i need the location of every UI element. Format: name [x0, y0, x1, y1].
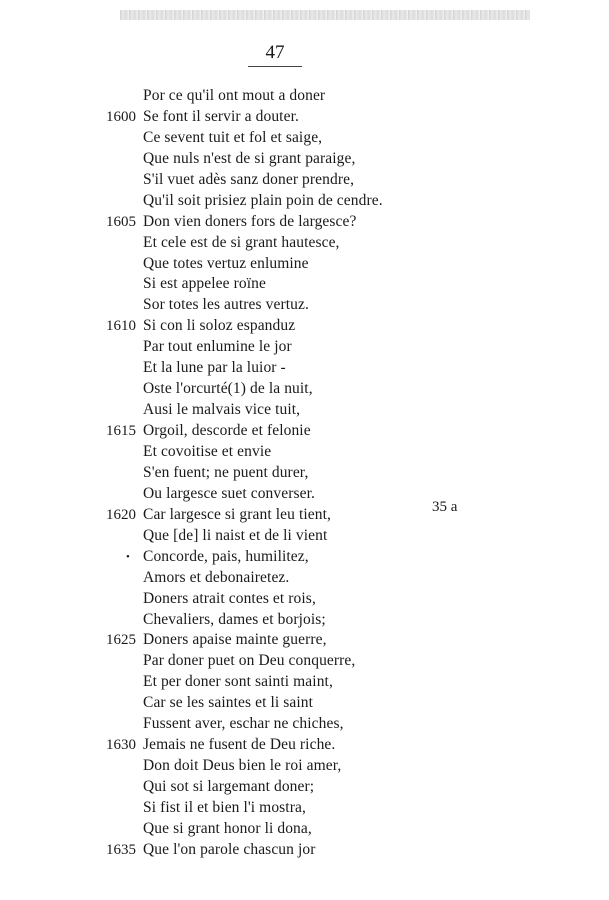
verse-line: [0, 819, 609, 839]
verse-line: [0, 651, 609, 671]
verse-line: [0, 274, 609, 294]
page-number: 47: [265, 42, 285, 63]
verse-line: [0, 170, 609, 190]
verse-line: [0, 442, 609, 462]
verse-line: [0, 107, 609, 127]
verse-line: [0, 526, 609, 546]
verse-text: S'en fuent; ne puent durer,: [143, 464, 309, 481]
verse-text: Ce sevent tuit et fol et saige,: [143, 129, 323, 146]
verse-text: Par tout enlumine le jor: [143, 338, 292, 355]
verse-text: S'il vuet adès sanz doner prendre,: [143, 171, 355, 188]
line-number: 1605: [106, 214, 136, 230]
verse-line: [0, 756, 609, 776]
verse-text: Qui sot si largemant doner;: [143, 778, 315, 795]
verse-text: Et per doner sont sainti maint,: [143, 673, 333, 690]
verse-line: [0, 693, 609, 713]
verse-text: Si fist il et bien l'i mostra,: [143, 799, 306, 816]
verse-line: [0, 421, 609, 441]
verse-text: Sor totes les autres vertuz.: [143, 296, 309, 313]
line-number: 1635: [106, 842, 136, 858]
verse-line: [0, 212, 609, 232]
verse-line: [0, 840, 609, 860]
verse-text: Concorde, pais, humilitez,: [143, 548, 309, 565]
verse-text: Car se les saintes et li saint: [143, 694, 314, 711]
verse-text: Que l'on parole chascun jor: [143, 841, 316, 858]
verse-line: [0, 233, 609, 253]
verse-line: [0, 589, 609, 609]
verse-text: Don doit Deus bien le roi amer,: [143, 757, 342, 774]
verse-line: [0, 568, 609, 588]
verse-line: [0, 735, 609, 755]
verse-line: [0, 714, 609, 734]
verse-line: [0, 191, 609, 211]
verse-text: Jemais ne fusent de Deu riche.: [143, 736, 336, 753]
verse-text: Oste l'orcurté(1) de la nuit,: [143, 380, 313, 397]
verse-line: [0, 379, 609, 399]
verse-text: Qu'il soit prisiez plain poin de cendre.: [143, 192, 383, 209]
verse-text: Orgoil, descorde et felonie: [143, 422, 311, 439]
verse-text: Que [de] li naist et de li vient: [143, 527, 328, 544]
verse-text: Si con li soloz espanduz: [143, 317, 296, 334]
verse-text: Se font il servir a douter.: [143, 108, 299, 125]
verse-line: [0, 337, 609, 357]
verse-text: Car largesce si grant leu tient,: [143, 506, 331, 523]
verse-text: Que totes vertuz enlumine: [143, 255, 309, 272]
verse-text: Doners atrait contes et rois,: [143, 590, 316, 607]
page-number-rule: [248, 66, 302, 67]
verse-line: [0, 610, 609, 630]
verse-line: [0, 128, 609, 148]
verse-line: [0, 316, 609, 336]
verse-line: [0, 295, 609, 315]
line-number: 1620: [106, 507, 136, 523]
margin-folio-note: 35 a: [432, 499, 458, 515]
verse-text: Ou largesce suet converser.: [143, 485, 315, 502]
verse-text: Amors et debonairetez.: [143, 569, 290, 586]
verse-line: [0, 630, 609, 650]
verse-line: [0, 547, 609, 567]
verse-text: Don vien doners fors de largesce?: [143, 213, 357, 230]
verse-line: [0, 254, 609, 274]
verse-line: [0, 149, 609, 169]
verse-text: Que si grant honor li dona,: [143, 820, 312, 837]
verse-text: Si est appelee roïne: [143, 275, 266, 292]
line-number: 1600: [106, 109, 136, 125]
verse-line: [0, 505, 609, 525]
verse-text: Par doner puet on Deu conquerre,: [143, 652, 356, 669]
verse-text: Chevaliers, dames et borjois;: [143, 611, 326, 628]
line-number: 1630: [106, 737, 136, 753]
line-bullet-mark: •: [126, 551, 130, 563]
line-number: 1625: [106, 632, 136, 648]
verse-line: [0, 484, 609, 504]
verse-text: Ausi le malvais vice tuit,: [143, 401, 301, 418]
verse-line: [0, 86, 609, 106]
verse-line: [0, 400, 609, 420]
verse-text: Que nuls n'est de si grant paraige,: [143, 150, 356, 167]
verse-line: [0, 777, 609, 797]
verse-line: [0, 358, 609, 378]
verse-text: Et cele est de si grant hautesce,: [143, 234, 340, 251]
verse-text: Et covoitise et envie: [143, 443, 272, 460]
scan-edge-artifact: [120, 10, 530, 20]
line-number: 1610: [106, 318, 136, 334]
verse-line: [0, 463, 609, 483]
verse-text: Por ce qu'il ont mout a doner: [143, 87, 326, 104]
verse-text: Doners apaise mainte guerre,: [143, 631, 327, 648]
verse-line: [0, 798, 609, 818]
verse-text: Fussent aver, eschar ne chiches,: [143, 715, 344, 732]
line-number: 1615: [106, 423, 136, 439]
verse-line: [0, 672, 609, 692]
verse-text: Et la lune par la luior -: [143, 359, 286, 376]
